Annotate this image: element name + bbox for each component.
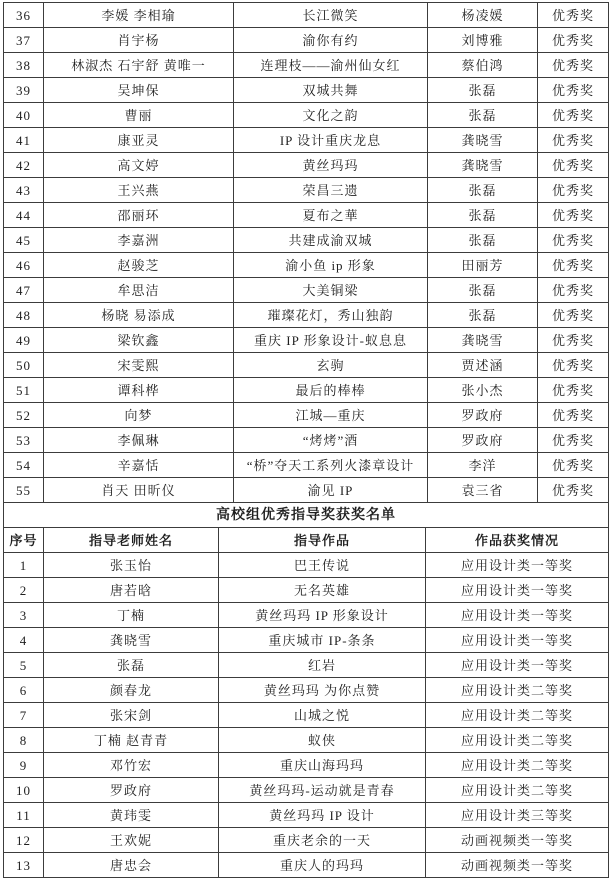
award-row-cell-teacher: 张磊 [428,78,538,103]
guidance-row-cell-teacher: 唐忠会 [44,853,219,878]
award-row-cell-no: 45 [4,228,44,253]
award-row-cell-teacher: 张磊 [428,278,538,303]
award-row-cell-work: 江城—重庆 [234,403,428,428]
award-row-cell-teacher: 龚晓雪 [428,328,538,353]
award-row-cell-authors: 肖天 田昕仪 [44,478,234,503]
award-row-cell-no: 49 [4,328,44,353]
award-row-cell-work: 璀璨花灯，秀山独韵 [234,303,428,328]
award-row-cell-work: 重庆 IP 形象设计-蚁息息 [234,328,428,353]
award-row-cell-authors: 李嘉洲 [44,228,234,253]
award-row [4,278,609,303]
guidance-row [4,728,609,753]
award-row-cell-teacher: 张磊 [428,303,538,328]
guidance-row-cell-teacher: 龚晓雪 [44,628,219,653]
guidance-row-cell-teacher: 王欢妮 [44,828,219,853]
guidance-row-cell-teacher: 颜春龙 [44,678,219,703]
header-award: 作品获奖情况 [426,528,609,553]
award-row-cell-no: 54 [4,453,44,478]
award-row-cell-no: 37 [4,28,44,53]
award-row-cell-award: 优秀奖 [538,403,609,428]
guidance-row [4,853,609,878]
guidance-row [4,578,609,603]
award-row-cell-no: 43 [4,178,44,203]
guidance-row-cell-award: 应用设计类一等奖 [426,653,609,678]
guidance-row-cell-work: 黄丝玛玛 为你点赞 [219,678,426,703]
guidance-row-cell-work: 重庆城市 IP-条条 [219,628,426,653]
award-row [4,28,609,53]
guidance-row-cell-no: 1 [4,553,44,578]
guidance-row-cell-award: 应用设计类一等奖 [426,603,609,628]
guidance-row [4,603,609,628]
award-row-cell-award: 优秀奖 [538,128,609,153]
award-row [4,303,609,328]
guidance-row-cell-no: 8 [4,728,44,753]
award-row-cell-teacher: 张磊 [428,178,538,203]
guidance-row-cell-teacher: 张磊 [44,653,219,678]
guidance-row-cell-teacher: 丁楠 [44,603,219,628]
guidance-row-cell-work: 重庆老余的一天 [219,828,426,853]
section-title-row [4,503,609,528]
guidance-row-cell-work: 重庆人的玛玛 [219,853,426,878]
guidance-row [4,803,609,828]
award-row-cell-award: 优秀奖 [538,278,609,303]
guidance-row-cell-no: 4 [4,628,44,653]
guidance-row-cell-teacher: 罗政府 [44,778,219,803]
guidance-row-cell-award: 应用设计类二等奖 [426,778,609,803]
guidance-row-cell-teacher: 黄玮雯 [44,803,219,828]
award-row-cell-authors: 宋雯熙 [44,353,234,378]
guidance-row-cell-no: 11 [4,803,44,828]
award-row-cell-award: 优秀奖 [538,3,609,28]
section-title: 高校组优秀指导奖获奖名单 [4,503,609,528]
award-row-cell-teacher: 袁三省 [428,478,538,503]
award-row-cell-award: 优秀奖 [538,303,609,328]
award-row-cell-work: 文化之韵 [234,103,428,128]
guidance-row-cell-award: 应用设计类二等奖 [426,678,609,703]
guidance-row-cell-no: 13 [4,853,44,878]
award-row-cell-authors: 高文婷 [44,153,234,178]
guidance-row [4,778,609,803]
guidance-row-cell-work: 蚁侠 [219,728,426,753]
award-row [4,178,609,203]
guidance-row-cell-work: 重庆山海玛玛 [219,753,426,778]
award-row-cell-teacher: 罗政府 [428,403,538,428]
guidance-header-row [4,528,609,553]
guidance-row-cell-teacher: 唐若晗 [44,578,219,603]
award-row [4,378,609,403]
award-row-cell-work: 荣昌三遗 [234,178,428,203]
award-row-cell-authors: 李媛 李相瑜 [44,3,234,28]
award-row-cell-award: 优秀奖 [538,378,609,403]
award-row-cell-award: 优秀奖 [538,178,609,203]
award-row-cell-authors: 邵丽环 [44,203,234,228]
award-row-cell-authors: 曹丽 [44,103,234,128]
award-row-cell-teacher: 罗政府 [428,428,538,453]
award-row-cell-authors: 吴坤保 [44,78,234,103]
award-row-cell-teacher: 李洋 [428,453,538,478]
guidance-row-cell-award: 动画视频类一等奖 [426,853,609,878]
award-row-cell-work: 共建成渝双城 [234,228,428,253]
guidance-row-cell-no: 2 [4,578,44,603]
award-row-cell-work: 玄驹 [234,353,428,378]
award-row-cell-no: 39 [4,78,44,103]
guidance-row-cell-work: 黄丝玛玛-运动就是青春 [219,778,426,803]
award-row [4,128,609,153]
award-row [4,53,609,78]
award-row-cell-work: IP 设计重庆龙息 [234,128,428,153]
award-row-cell-award: 优秀奖 [538,478,609,503]
award-row-cell-authors: 林淑杰 石宇舒 黄唯一 [44,53,234,78]
guidance-row-cell-no: 6 [4,678,44,703]
award-row-cell-authors: 李佩琳 [44,428,234,453]
award-row-cell-award: 优秀奖 [538,228,609,253]
award-row-cell-authors: 杨晓 易添成 [44,303,234,328]
guidance-row-cell-no: 9 [4,753,44,778]
award-row [4,353,609,378]
award-row-cell-teacher: 龚晓雪 [428,128,538,153]
award-row-cell-award: 优秀奖 [538,353,609,378]
award-row-cell-teacher: 龚晓雪 [428,153,538,178]
award-document [3,2,608,878]
award-row [4,253,609,278]
award-row-cell-teacher: 贾述涵 [428,353,538,378]
award-row-cell-no: 53 [4,428,44,453]
guidance-row-cell-teacher: 张玉怡 [44,553,219,578]
award-row-cell-no: 36 [4,3,44,28]
award-row [4,3,609,28]
award-row-cell-no: 55 [4,478,44,503]
award-row-cell-teacher: 刘博雅 [428,28,538,53]
guidance-row-cell-work: 黄丝玛玛 IP 设计 [219,803,426,828]
award-row [4,403,609,428]
award-row-cell-teacher: 张磊 [428,103,538,128]
award-row-cell-authors: 王兴燕 [44,178,234,203]
guidance-row-cell-no: 7 [4,703,44,728]
award-row-cell-teacher: 杨凌媛 [428,3,538,28]
header-work: 指导作品 [219,528,426,553]
award-row-cell-authors: 牟思洁 [44,278,234,303]
award-row [4,453,609,478]
award-row [4,428,609,453]
award-row [4,103,609,128]
award-row [4,228,609,253]
award-row-cell-teacher: 张小杰 [428,378,538,403]
guidance-awards-body [4,503,609,878]
award-row-cell-no: 48 [4,303,44,328]
award-row-cell-no: 42 [4,153,44,178]
guidance-row-cell-work: 山城之悦 [219,703,426,728]
award-row-cell-no: 40 [4,103,44,128]
award-row-cell-no: 51 [4,378,44,403]
award-row-cell-work: 长江微笑 [234,3,428,28]
award-row-cell-no: 50 [4,353,44,378]
guidance-row-cell-teacher: 邓竹宏 [44,753,219,778]
award-row-cell-award: 优秀奖 [538,53,609,78]
award-row-cell-work: “烤烤”酒 [234,428,428,453]
award-row-cell-authors: 梁钦鑫 [44,328,234,353]
guidance-row [4,628,609,653]
guidance-row-cell-award: 应用设计类二等奖 [426,703,609,728]
award-row-cell-no: 46 [4,253,44,278]
award-row [4,328,609,353]
award-row-cell-award: 优秀奖 [538,103,609,128]
guidance-row [4,703,609,728]
award-row-cell-authors: 肖宇杨 [44,28,234,53]
guidance-row-cell-award: 应用设计类二等奖 [426,753,609,778]
award-row [4,478,609,503]
guidance-row-cell-work: 黄丝玛玛 IP 形象设计 [219,603,426,628]
award-row-cell-award: 优秀奖 [538,253,609,278]
guidance-awards-table [3,502,609,878]
guidance-row [4,828,609,853]
award-row-cell-work: 大美铜梁 [234,278,428,303]
award-row-cell-work: 最后的棒棒 [234,378,428,403]
guidance-row-cell-no: 10 [4,778,44,803]
award-row [4,153,609,178]
award-row-cell-authors: 向梦 [44,403,234,428]
award-row-cell-award: 优秀奖 [538,78,609,103]
award-row-cell-work: 夏布之華 [234,203,428,228]
guidance-row-cell-teacher: 张宋剑 [44,703,219,728]
award-row-cell-authors: 康亚灵 [44,128,234,153]
guidance-row-cell-no: 12 [4,828,44,853]
award-row-cell-work: 双城共舞 [234,78,428,103]
guidance-row-cell-award: 应用设计类二等奖 [426,728,609,753]
award-row-cell-authors: 谭科桦 [44,378,234,403]
award-row-cell-award: 优秀奖 [538,28,609,53]
award-row-cell-work: 连理枝——渝州仙女红 [234,53,428,78]
header-teacher: 指导老师姓名 [44,528,219,553]
award-row-cell-authors: 赵骏芝 [44,253,234,278]
guidance-row-cell-award: 应用设计类三等奖 [426,803,609,828]
award-row-cell-no: 41 [4,128,44,153]
guidance-row-cell-award: 应用设计类一等奖 [426,628,609,653]
guidance-row-cell-work: 巴王传说 [219,553,426,578]
guidance-row [4,553,609,578]
award-row [4,78,609,103]
guidance-row [4,653,609,678]
award-row-cell-work: 黄丝玛玛 [234,153,428,178]
guidance-row-cell-no: 5 [4,653,44,678]
award-row-cell-no: 52 [4,403,44,428]
guidance-row-cell-no: 3 [4,603,44,628]
award-row-cell-no: 38 [4,53,44,78]
award-row-cell-teacher: 蔡伯鸿 [428,53,538,78]
guidance-row-cell-award: 动画视频类一等奖 [426,828,609,853]
award-row-cell-no: 44 [4,203,44,228]
award-row-cell-award: 优秀奖 [538,453,609,478]
award-row-cell-authors: 辛嘉恬 [44,453,234,478]
header-no: 序号 [4,528,44,553]
guidance-row-cell-award: 应用设计类一等奖 [426,578,609,603]
award-row-cell-teacher: 张磊 [428,228,538,253]
award-row-cell-award: 优秀奖 [538,428,609,453]
award-row-cell-work: 渝小鱼 ip 形象 [234,253,428,278]
guidance-row [4,678,609,703]
student-awards-rows [4,3,609,503]
award-row-cell-work: “桥”夺天工系列火漆章设计 [234,453,428,478]
guidance-row-cell-award: 应用设计类一等奖 [426,553,609,578]
guidance-row-cell-work: 红岩 [219,653,426,678]
award-row-cell-teacher: 田丽芳 [428,253,538,278]
guidance-row-cell-teacher: 丁楠 赵青青 [44,728,219,753]
award-row-cell-award: 优秀奖 [538,328,609,353]
guidance-row [4,753,609,778]
student-awards-table [3,2,609,503]
award-row [4,203,609,228]
award-row-cell-award: 优秀奖 [538,203,609,228]
guidance-row-cell-work: 无名英雄 [219,578,426,603]
award-row-cell-teacher: 张磊 [428,203,538,228]
award-row-cell-work: 渝见 IP [234,478,428,503]
award-row-cell-work: 渝你有约 [234,28,428,53]
award-row-cell-no: 47 [4,278,44,303]
award-row-cell-award: 优秀奖 [538,153,609,178]
